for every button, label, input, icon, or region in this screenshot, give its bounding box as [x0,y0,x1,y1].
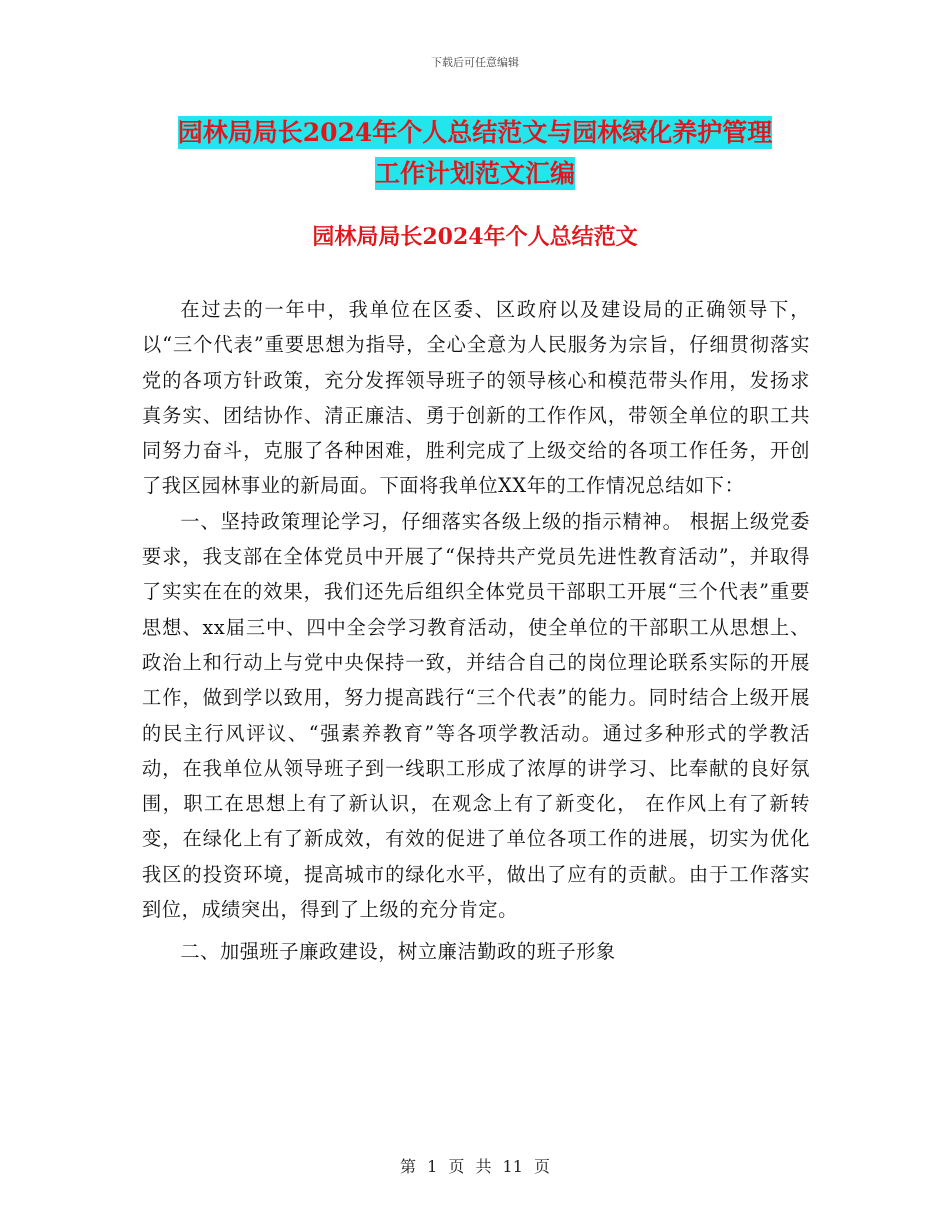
document-title-line-1: 园林局局长2024年个人总结范文与园林绿化养护管理 [177,118,773,147]
paragraph-section-1: 一、坚持政策理论学习，仔细落实各级上级的指示精神。 根据上级党委要求，我支部在全体党员中开展了“保持共产党员先进性教育活动”，并取得了实实在在的效果，我们还先后组织全体党员干部职工开展“三个代表”重要思想、xx届三中、四中全会学习教育活动，使全单位的干部职工从思想上、政治上和行动上与党中央保持一致，并结合自己的岗位理论联系实际的开展工作，做到学以致用，努力提高践行“三个代表”的能力。同时结合上级开展的民主行风评议、“强素养教育”等各项学教活动。通过多种形式的学教活动，在我单位从领导班子到一线职工形成了浓厚的讲学习、比奉献的良好氛围，职工在思想上有了新认识，在观念上有了新变化， 在作风上有了新转变，在绿化上有了新成效，有效的促进了单位各项工作的进展，切实为优化我区的投资环境，提高城市的绿化水平，做出了应有的贡献。由于工作落实到位，成绩突出，得到了上级的充分肯定。 [142,509,810,922]
page-number: 第 1 页 共 11 页 [400,1157,550,1176]
paragraph-intro: 在过去的一年中，我单位在区委、区政府以及建设局的正确领导下，以“三个代表”重要思想为指导，全心全意为人民服务为宗旨，仔细贯彻落实党的各项方针政策，充分发挥领导班子的领导核心和模范带头作用，发扬求真务实、团结协作、清正廉洁、勇于创新的工作作风，带领全单位的职工共同努力奋斗，克服了各种困难，胜利完成了上级交给的各项工作任务，开创了我区园林事业的新局面。下面将我单位XX年的工作情况总结如下： [142,298,810,498]
document-title-line-2: 工作计划范文汇编 [374,159,575,188]
section-title: 园林局局长2024年个人总结范文 [312,224,638,250]
document-body [142,292,810,970]
header-note: 下载后可任意编辑 [431,56,519,69]
paragraph-section-2-heading: 二、加强班子廉政建设，树立廉洁勤政的班子形象 [180,940,616,964]
document-title [140,112,810,194]
